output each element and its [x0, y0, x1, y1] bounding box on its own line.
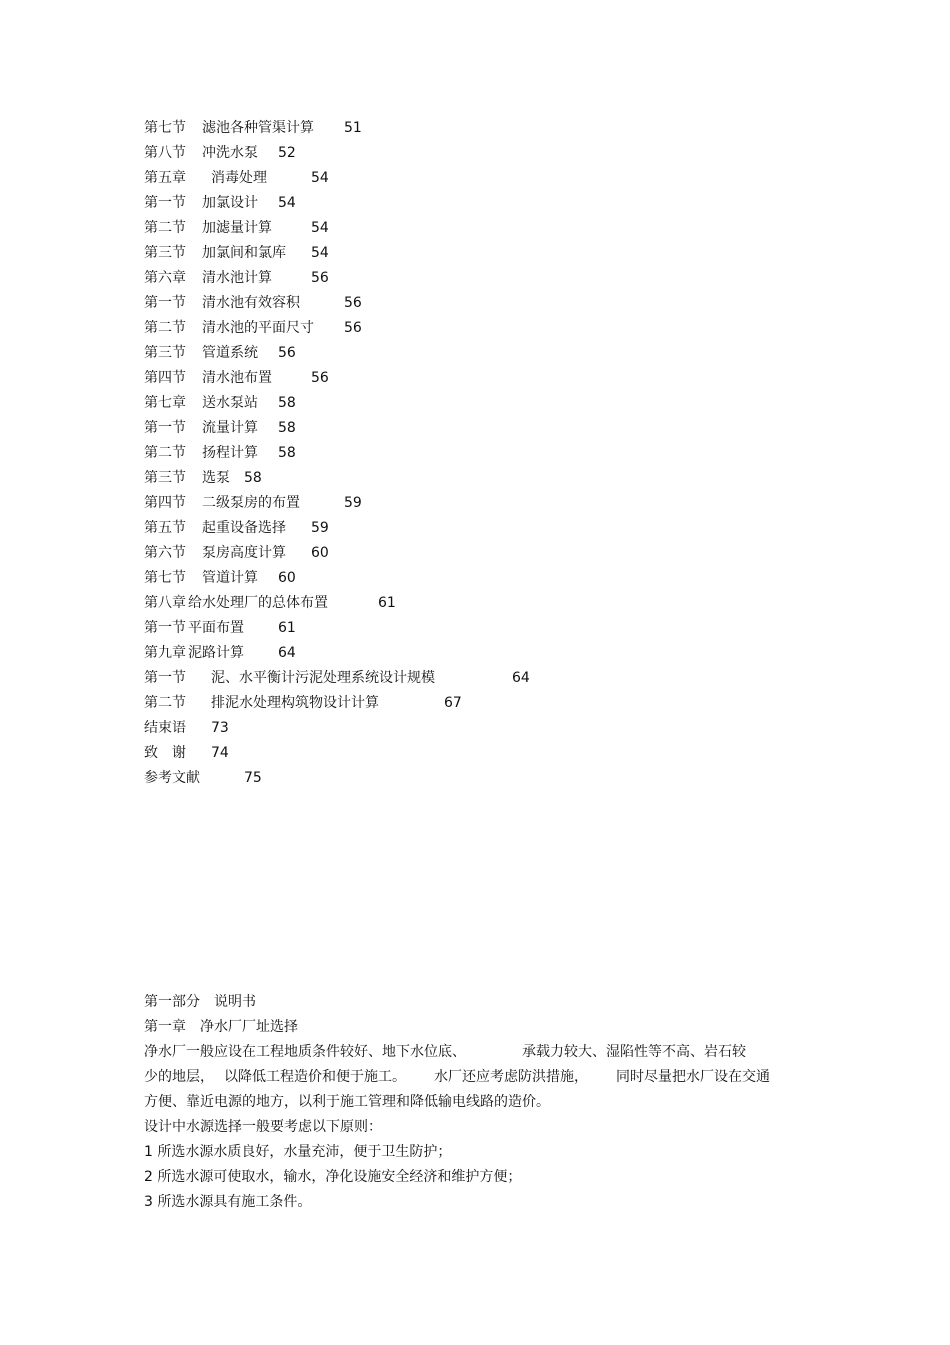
toc-entry-page-number: 61 [278, 620, 296, 636]
text-segment: 同时尽量把水厂设在交通 [616, 1069, 770, 1085]
toc-entry-title: 滤池各种管渠计算 [202, 120, 314, 136]
toc-entry-title: 消毒处理 [211, 170, 267, 186]
toc-entry-title: 加滤量计算 [202, 220, 272, 236]
toc-entry-title: 泵房高度计算 [202, 545, 286, 561]
toc-entry-title: 排泥水处理构筑物设计计算 [211, 695, 379, 711]
toc-entry-title: 清水池有效容积 [202, 295, 300, 311]
body-section [144, 990, 804, 1215]
toc-entry-page-number: 58 [278, 445, 296, 461]
toc-entry-label: 第一节 [144, 195, 186, 211]
toc-entry-page-number: 67 [444, 695, 462, 711]
toc-entry-page-number: 60 [278, 570, 296, 586]
toc-entry-label: 第三节 [144, 470, 186, 486]
toc-entry-page-number: 75 [244, 770, 262, 786]
toc-entry [144, 568, 844, 593]
toc-entry-label: 第一节 [144, 420, 186, 436]
paragraph-line: 方便、靠近电源的地方，以利于施工管理和降低输电线路的造价。 [144, 1094, 550, 1110]
toc-entry-title: 泥路计算 [188, 645, 244, 661]
toc-entry-label: 第二节 [144, 320, 186, 336]
toc-entry-title: 流量计算 [202, 420, 258, 436]
toc-entry-page-number: 54 [311, 245, 329, 261]
principle-item: 3 所选水源具有施工条件。 [144, 1194, 312, 1210]
toc-entry [144, 618, 844, 643]
text-segment: 水厂还应考虑防洪措施， [434, 1069, 588, 1085]
toc-entry-title: 起重设备选择 [202, 520, 286, 536]
toc-entry-label: 第四节 [144, 495, 186, 511]
toc-entry-label: 第二节 [144, 220, 186, 236]
toc-entry-label: 结束语 [144, 720, 186, 736]
toc-entry [144, 518, 844, 543]
table-of-contents [144, 118, 844, 793]
toc-entry [144, 193, 844, 218]
toc-entry-title: 平面布置 [188, 620, 244, 636]
toc-entry-page-number: 64 [512, 670, 530, 686]
text-segment: 承载力较大、湿陷性等不高、岩石较 [522, 1044, 746, 1060]
toc-entry-page-number: 58 [278, 395, 296, 411]
toc-entry-title: 清水池的平面尺寸 [202, 320, 314, 336]
toc-entry [144, 318, 844, 343]
toc-entry [144, 743, 844, 768]
toc-entry-page-number: 54 [311, 170, 329, 186]
chapter-heading: 第一章 净水厂厂址选择 [144, 1019, 298, 1035]
toc-entry-title: 管道计算 [202, 570, 258, 586]
toc-entry-label: 第九章 [144, 645, 186, 661]
toc-entry-label: 第六节 [144, 545, 186, 561]
toc-entry-page-number: 56 [311, 370, 329, 386]
toc-entry [144, 393, 844, 418]
toc-entry [144, 693, 844, 718]
toc-entry-page-number: 52 [278, 145, 296, 161]
toc-entry-title: 管道系统 [202, 345, 258, 361]
toc-entry-label: 第七章 [144, 395, 186, 411]
toc-entry-label: 第六章 [144, 270, 186, 286]
toc-entry-page-number: 54 [311, 220, 329, 236]
toc-entry-title: 冲洗水泵 [202, 145, 258, 161]
toc-entry-page-number: 54 [278, 195, 296, 211]
principle-item: 1 所选水源水质良好，水量充沛，便于卫生防护； [144, 1144, 452, 1160]
toc-entry-label: 第二节 [144, 695, 186, 711]
toc-entry [144, 543, 844, 568]
toc-entry-page-number: 51 [344, 120, 362, 136]
toc-entry-label: 致 谢 [144, 745, 186, 761]
toc-entry [144, 118, 844, 143]
toc-entry [144, 418, 844, 443]
toc-entry-page-number: 56 [344, 295, 362, 311]
toc-entry [144, 168, 844, 193]
toc-entry-label: 第三节 [144, 245, 186, 261]
toc-entry-label: 第八章 [144, 595, 186, 611]
toc-entry-label: 第一节 [144, 670, 186, 686]
toc-entry-label: 第二节 [144, 445, 186, 461]
toc-entry-title: 加氯设计 [202, 195, 258, 211]
toc-entry-page-number: 58 [278, 420, 296, 436]
toc-entry-title: 选泵 [202, 470, 230, 486]
toc-entry [144, 368, 844, 393]
toc-entry [144, 243, 844, 268]
toc-entry [144, 468, 844, 493]
toc-entry-page-number: 56 [311, 270, 329, 286]
toc-entry-label: 第七节 [144, 120, 186, 136]
toc-entry [144, 443, 844, 468]
principles-intro: 设计中水源选择一般要考虑以下原则： [144, 1119, 382, 1135]
principle-item: 2 所选水源可使取水，输水，净化设施安全经济和维护方便； [144, 1169, 522, 1185]
paragraph-line [144, 1040, 804, 1065]
toc-entry [144, 268, 844, 293]
toc-entry-page-number: 58 [244, 470, 262, 486]
toc-entry [144, 768, 844, 793]
toc-entry-label: 第五节 [144, 520, 186, 536]
toc-entry-title: 给水处理厂的总体布置 [188, 595, 328, 611]
toc-entry-title: 清水池布置 [202, 370, 272, 386]
toc-entry-label: 第八节 [144, 145, 186, 161]
toc-entry-title: 二级泵房的布置 [202, 495, 300, 511]
toc-entry [144, 343, 844, 368]
toc-entry-page-number: 59 [311, 520, 329, 536]
text-segment: 净水厂一般应设在工程地质条件较好、地下水位底、 [144, 1044, 466, 1060]
toc-entry-label: 第四节 [144, 370, 186, 386]
toc-entry-title: 扬程计算 [202, 445, 258, 461]
toc-entry [144, 293, 844, 318]
toc-entry [144, 718, 844, 743]
toc-entry-label: 参考文献 [144, 770, 200, 786]
text-segment: 以降低工程造价和便于施工。 [224, 1069, 406, 1085]
toc-entry [144, 493, 844, 518]
toc-entry [144, 218, 844, 243]
toc-entry-page-number: 59 [344, 495, 362, 511]
part-heading: 第一部分 说明书 [144, 994, 256, 1010]
text-segment: 少的地层， [144, 1069, 214, 1085]
toc-entry-label: 第一节 [144, 620, 186, 636]
toc-entry [144, 593, 844, 618]
toc-entry [144, 143, 844, 168]
paragraph-line [144, 1065, 804, 1090]
toc-entry-page-number: 56 [344, 320, 362, 336]
toc-entry-page-number: 73 [211, 720, 229, 736]
toc-entry-page-number: 60 [311, 545, 329, 561]
toc-entry-label: 第一节 [144, 295, 186, 311]
toc-entry [144, 643, 844, 668]
toc-entry-page-number: 64 [278, 645, 296, 661]
toc-entry-title: 泥、水平衡计污泥处理系统设计规模 [211, 670, 435, 686]
toc-entry-label: 第七节 [144, 570, 186, 586]
toc-entry-page-number: 74 [211, 745, 229, 761]
toc-entry-title: 加氯间和氯库 [202, 245, 286, 261]
toc-entry-label: 第三节 [144, 345, 186, 361]
toc-entry [144, 668, 844, 693]
toc-entry-label: 第五章 [144, 170, 186, 186]
toc-entry-page-number: 61 [378, 595, 396, 611]
toc-entry-title: 送水泵站 [202, 395, 258, 411]
toc-entry-title: 清水池计算 [202, 270, 272, 286]
toc-entry-page-number: 56 [278, 345, 296, 361]
